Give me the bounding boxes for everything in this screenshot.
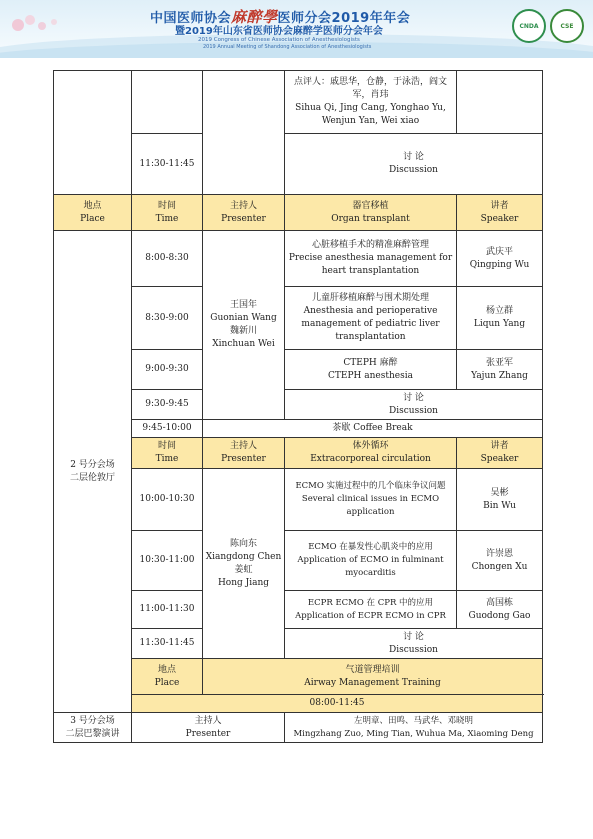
presenter-cell: 王国年 Guonian Wang 魏新川 Xinchuan Wei <box>203 231 285 420</box>
cnda-logo: CNDA <box>512 9 546 43</box>
time-cell: 8:30-9:00 <box>132 287 203 350</box>
header-time: 时间 Time <box>132 438 203 469</box>
talk-title-cell: 儿童肝移植麻醉与围术期处理 Anesthesia and perioperative management of pediatric liver transplantation <box>285 287 457 350</box>
presenter-label-cell: 主持人 Presenter <box>132 713 285 743</box>
table-row <box>54 71 543 134</box>
talk-title-cell: ECPR ECMO 在 CPR 中的应用 Application of ECPR ECMO in CPR <box>285 591 457 629</box>
time-cell: 8:00-8:30 <box>132 231 203 287</box>
time-cell: 9:45-10:00 <box>132 420 203 438</box>
header-topic: 体外循环 Extracorporeal circulation <box>285 438 457 469</box>
header-topic: 气道管理培训 Airway Management Training <box>203 659 543 695</box>
conference-banner <box>0 0 593 58</box>
coffee-break-cell: 茶歇 Coffee Break <box>203 420 543 438</box>
speaker-cell: 杨立群 Liqun Yang <box>457 287 543 350</box>
discussion-en: Discussion <box>389 165 438 175</box>
talk-title-cell: ECMO 在暴发性心肌炎中的应用 Application of ECMO in fulminant myocarditis <box>285 531 457 591</box>
header-topic: 器官移植 Organ transplant <box>285 195 457 231</box>
cse-logo: CSE <box>550 9 584 43</box>
section-header-row <box>54 195 543 231</box>
table-row <box>54 713 543 743</box>
session-time-cell: 08:00-11:45 <box>132 695 543 713</box>
presenter-cell <box>203 71 285 195</box>
commentators-en: Sihua Qi, Jing Cang, Yonghao Yu, Wenjun Yan, Wei xiao <box>295 103 446 126</box>
discussion-zh: 讨 论 <box>403 152 424 162</box>
venue-cell: 3 号分会场 二层巴黎演讲 <box>54 713 132 743</box>
speaker-cell: 张亚军 Yajun Zhang <box>457 350 543 390</box>
time-cell: 11:30-11:45 <box>132 134 203 195</box>
commentators-cell <box>285 71 457 134</box>
discussion-cell <box>285 134 543 195</box>
presenter-cell: 陈向东 Xiangdong Chen 姜虹 Hong Jiang <box>203 469 285 659</box>
discussion-cell: 讨 论 Discussion <box>285 629 543 659</box>
venue-cell <box>54 71 132 195</box>
time-cell: 9:30-9:45 <box>132 390 203 420</box>
header-presenter: 主持人 Presenter <box>203 195 285 231</box>
table-row <box>54 231 543 287</box>
commentators-zh: 点评人：戚思华，仓静，于泳浩，阎文军，肖玮 <box>293 77 447 100</box>
banner-title: 中国医师协会麻醉學医师分会2019年年会 <box>150 8 411 26</box>
time-cell: 10:00-10:30 <box>132 469 203 531</box>
talk-title-cell: 心脏移植手术的精准麻醉管理 Precise anesthesia management for heart transplantation <box>285 231 457 287</box>
header-speaker: 讲者 Speaker <box>457 438 543 469</box>
speaker-cell: 武庆平 Qingping Wu <box>457 231 543 287</box>
talk-title-cell: ECMO 实施过程中的几个临床争议问题 Several clinical issues in ECMO application <box>285 469 457 531</box>
venue-cell: 2 号分会场 二层伦敦厅 <box>54 231 132 713</box>
schedule-table <box>53 70 543 743</box>
speaker-cell: 高国栋 Guodong Gao <box>457 591 543 629</box>
banner-english-line2: 2019 Annual Meeting of Shandong Association of Anesthesiologists <box>203 44 372 50</box>
speaker-cell: 吴彬 Bin Wu <box>457 469 543 531</box>
time-cell: 10:30-11:00 <box>132 531 203 591</box>
time-cell: 11:30-11:45 <box>132 629 203 659</box>
header-venue: 地点 Place <box>54 195 132 231</box>
banner-english-line1: 2019 Congress of Chinese Association of Anesthesiologists <box>198 37 360 43</box>
time-cell: 9:00-9:30 <box>132 350 203 390</box>
speaker-cell: 许崇恩 Chongen Xu <box>457 531 543 591</box>
discussion-cell: 讨 论 Discussion <box>285 390 543 420</box>
banner-subtitle: 暨2019年山东省医师协会麻醉学医师分会年会 <box>175 26 383 37</box>
speaker-cell <box>457 71 543 134</box>
time-cell <box>132 71 203 134</box>
time-cell: 11:00-11:30 <box>132 591 203 629</box>
talk-title-cell: CTEPH 麻醉 CTEPH anesthesia <box>285 350 457 390</box>
header-presenter: 主持人 Presenter <box>203 438 285 469</box>
header-speaker: 讲者 Speaker <box>457 195 543 231</box>
header-venue: 地点 Place <box>132 659 203 695</box>
flower-decoration-icon <box>8 10 68 40</box>
presenters-cell: 左明章、田鸣、马武华、邓晓明 Mingzhang Zuo, Ming Tian, Wuhua Ma, Xiaoming Deng <box>285 713 543 743</box>
header-time: 时间 Time <box>132 195 203 231</box>
